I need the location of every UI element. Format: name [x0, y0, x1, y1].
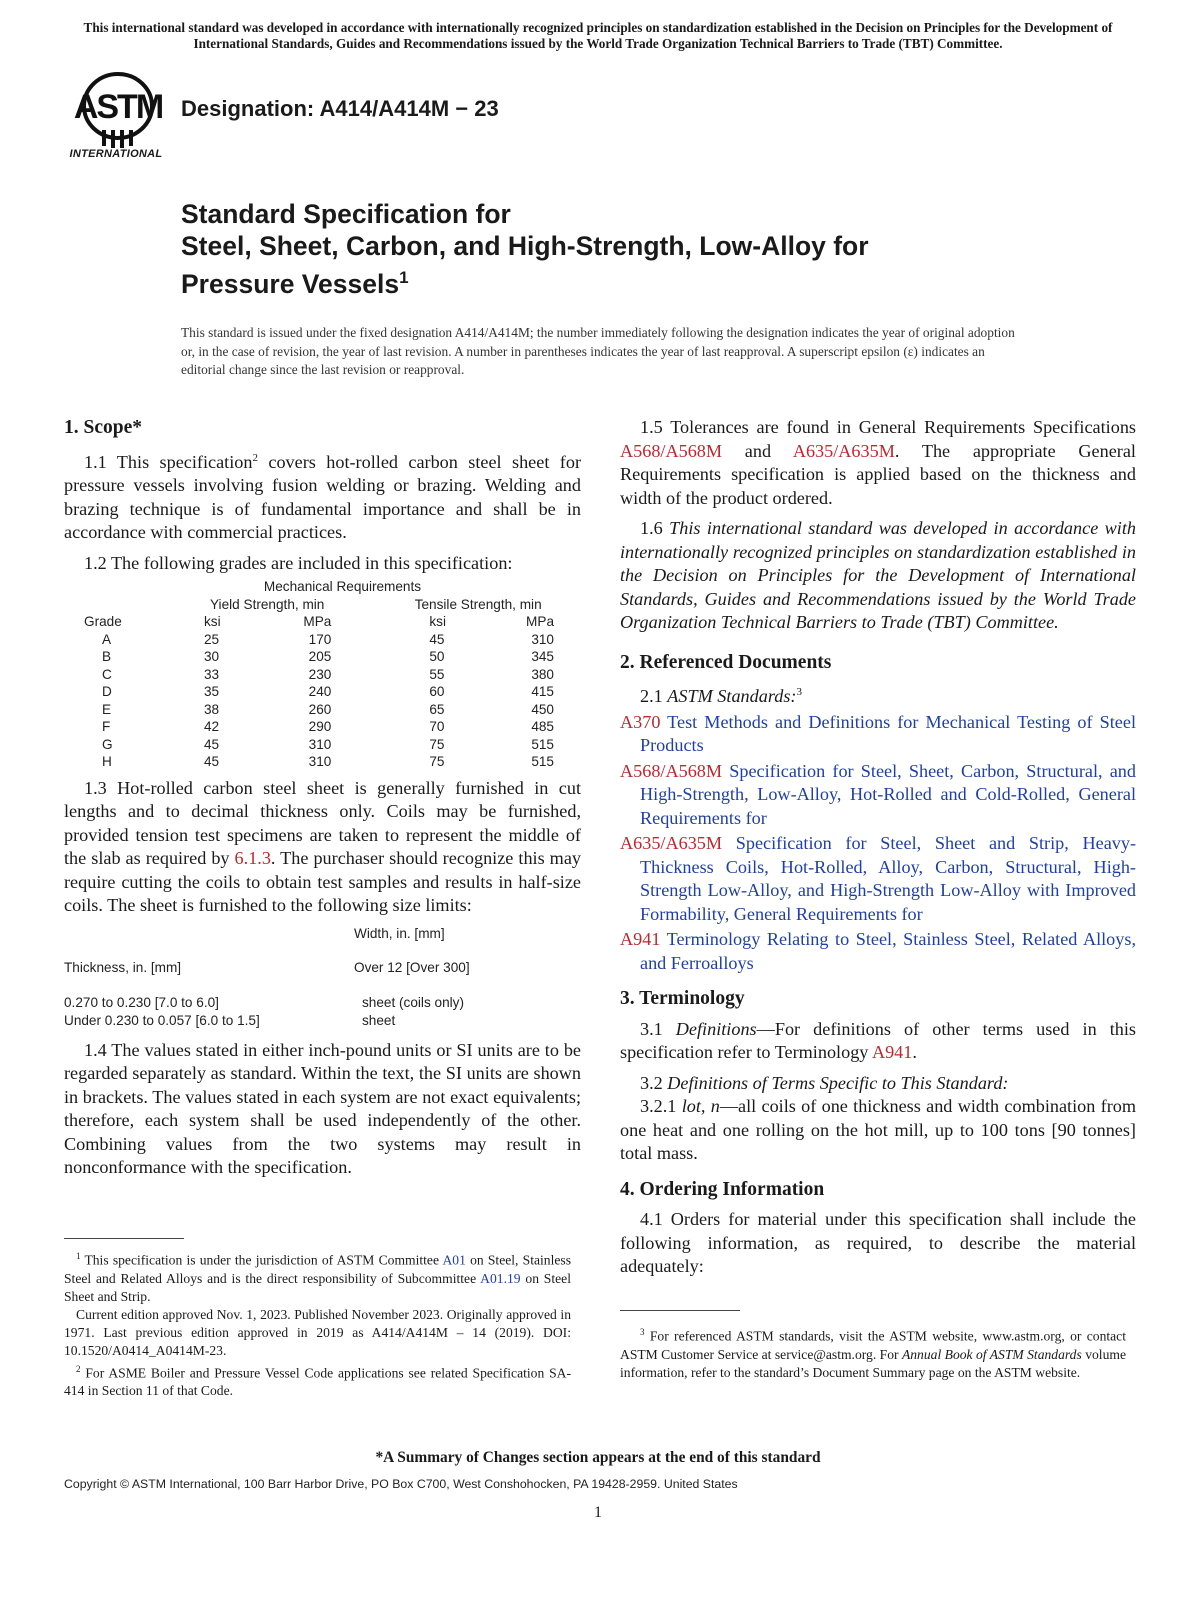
reference-title-link[interactable]: Specification for Steel, Sheet, Carbon, Structural, and High-Strength, Low-Alloy, Hot-Rolled and Cold-Rolled, General Requirements for: [640, 760, 1136, 828]
yield-ksi-cell: 35: [204, 684, 220, 700]
referenced-documents-list: [620, 711, 1136, 976]
yield-mpa-cell: 230: [308, 666, 332, 682]
grade-column-header: Grade: [84, 614, 122, 630]
reference-item: [620, 760, 1136, 831]
yield-ksi-cell: 42: [204, 719, 220, 735]
table-row: [64, 631, 581, 649]
yield-mpa-cell: 170: [308, 631, 332, 647]
reference-item: [620, 711, 1136, 758]
footnote-2: $^2$ For ASME Boiler and Pressure Vessel Code applications see related Specification SA-414 in Section 11 of that Code.: [64, 1363, 571, 1399]
size-limits-table: [64, 925, 581, 1039]
left-footnotes: [64, 1238, 571, 1400]
size-row-2-thickness: Under 0.230 to 0.057 [6.0 to 1.5]: [64, 1012, 260, 1028]
left-column: [64, 416, 581, 1187]
a635-link[interactable]: A635/A635M: [792, 440, 895, 461]
table-row: [64, 683, 581, 701]
yield-ksi-cell: 25: [204, 631, 220, 647]
a941-link[interactable]: A941: [871, 1042, 913, 1063]
reference-code-link[interactable]: A635/A635M: [620, 833, 723, 854]
copyright-line: Copyright © ASTM International, 100 Barr Harbor Drive, PO Box C700, West Conshohocken, PA 19428-2959. United States: [64, 1477, 738, 1491]
grade-cell: A: [102, 631, 112, 647]
tensile-ksi-cell: 70: [429, 719, 445, 735]
yield-ksi-cell: 45: [204, 736, 220, 752]
section-2-heading: 2. Referenced Documents: [620, 651, 832, 673]
yield-ksi-cell: 30: [204, 649, 220, 665]
yield-mpa-cell: 310: [308, 754, 332, 770]
tensile-ksi-cell: 75: [429, 736, 445, 752]
grade-cell: G: [102, 736, 113, 752]
reference-code-link[interactable]: A941: [620, 929, 661, 950]
committee-a01-link[interactable]: A01: [442, 1252, 466, 1268]
yield-mpa-cell: 205: [308, 649, 332, 665]
grade-cell: H: [102, 754, 112, 770]
width-header: Width, in. [mm]: [354, 925, 445, 941]
right-column: [620, 416, 1136, 1286]
footnote-divider-right: [620, 1310, 740, 1311]
thickness-header: Thickness, in. [mm]: [64, 959, 182, 975]
yield-mpa-cell: 290: [308, 719, 332, 735]
table-row: [64, 736, 581, 754]
table-row: [64, 718, 581, 736]
table-caption: Mechanical Requirements: [263, 579, 422, 595]
paragraph-3-1: 3.1 Definitions—For definitions of other terms used in this specification refer to Terminology A941.: [620, 1018, 1137, 1063]
logo-subtext: INTERNATIONAL: [69, 148, 163, 160]
yield-mpa-cell: 260: [308, 701, 332, 717]
grade-cell: C: [102, 666, 112, 682]
tensile-group-header: Tensile Strength, min: [414, 596, 542, 612]
svg-text:ASTM: ASTM: [73, 88, 163, 126]
paragraph-1-2: 1.2 The following grades are included in this specification:: [84, 552, 513, 573]
paragraph-1-1: 1.1 This specification$^2$ covers hot-rolled carbon steel sheet for pressure vessels involving fusion welding or brazing. Welding and brazing technique is of fundamental importance and shall be in accordance with commercial practices.: [64, 451, 581, 543]
footnote-ref-2[interactable]: 2: [252, 451, 258, 464]
yield-ksi-cell: 38: [204, 701, 220, 717]
document-title: [181, 198, 869, 300]
footnote-1: $^1$ This specification is under the jurisdiction of ASTM Committee A01 on Steel, Stainless Steel and Related Alloys and is the direct responsibility of Subcommittee A01.19 on Steel Sheet and Strip.: [64, 1251, 571, 1304]
tensile-mpa-cell: 485: [531, 719, 554, 735]
grade-cell: B: [102, 649, 112, 665]
tensile-mpa-cell: 415: [531, 684, 554, 700]
yield-mpa-cell: 240: [308, 684, 332, 700]
right-footnotes: [620, 1310, 1126, 1382]
tensile-ksi-cell: 55: [429, 666, 445, 682]
tensile-mpa-cell: 515: [531, 736, 554, 752]
tensile-mpa-header: MPa: [526, 614, 554, 630]
width-subheader: Over 12 [Over 300]: [354, 959, 470, 975]
reference-code-link[interactable]: A568/A568M: [620, 760, 723, 781]
grade-cell: F: [102, 719, 111, 735]
section-4-heading: 4. Ordering Information: [620, 1178, 825, 1200]
grades-table: [64, 578, 581, 771]
paragraph-3-2: 3.2 Definitions of Terms Specific to This Standard:: [640, 1072, 1009, 1093]
table-row: [64, 666, 581, 684]
grade-cell: E: [102, 701, 112, 717]
footnote-ref-3[interactable]: 3: [796, 686, 802, 698]
tensile-mpa-cell: 515: [531, 754, 554, 770]
paragraph-1-3: 1.3 Hot-rolled carbon steel sheet is generally furnished in cut lengths and to decimal thickness only. Coils may be furnished, provided tension test specimens are taken to represent the middle of the slab as required by 6.1.3. The purchaser should recognize this may require cutting the coils to obtain test samples and results in half-size coils. The sheet is furnished to the following size limits:: [64, 777, 581, 916]
summary-of-changes-note: *A Summary of Changes section appears at the end of this standard: [375, 1449, 821, 1466]
reference-code-link[interactable]: A370: [620, 711, 661, 732]
yield-mpa-cell: 310: [308, 736, 332, 752]
yield-mpa-header: MPa: [303, 614, 332, 630]
size-row-1-thickness: 0.270 to 0.230 [7.0 to 6.0]: [64, 994, 219, 1010]
footnote-divider: [64, 1238, 184, 1239]
reference-title-link[interactable]: Test Methods and Definitions for Mechanical Testing of Steel Products: [640, 711, 1136, 756]
table-row: [64, 701, 581, 719]
reference-title-link[interactable]: Specification for Steel, Sheet and Strip, Heavy-Thickness Coils, Hot-Rolled, Alloy, Carbon, Structural, High-Strength Low-Alloy, and High-Strength Low-Alloy with Improved Formability, General Requirements for: [640, 833, 1137, 924]
title-line-3: Pressure Vessels$^1$: [181, 268, 409, 299]
title-line-1: Standard Specification for: [181, 199, 511, 229]
astm-logo: [66, 70, 166, 166]
footnote-3: $^3$ For referenced ASTM standards, visit the ASTM website, www.astm.org, or contact ASTM Customer Service at service@astm.org. For Annual Book of ASTM Standards volume information, refer to the standard’s Document Summary page on the ASTM website.: [620, 1327, 1126, 1380]
table-row: [64, 648, 581, 666]
tensile-ksi-cell: 45: [429, 631, 445, 647]
size-row-2-value: sheet: [362, 1012, 396, 1028]
paragraph-1-4: 1.4 The values stated in either inch-pound units or SI units are to be regarded separately as standard. Within the text, the SI units are shown in brackets. The values stated in each system are not exact equivalents; therefore, each system shall be used independently of the other. Combining values from the two systems may result in nonconformance with the specification.: [64, 1039, 581, 1178]
tensile-ksi-cell: 50: [429, 649, 445, 665]
paragraph-1-6: 1.6 This international standard was developed in accordance with internationally recognized principles on standardization established in the Decision on Principles for the Development of International Standards, Guides and Recommendations issued by the World Trade Organization Technical Barriers to Trade (TBT) Committee.: [620, 518, 1137, 632]
a568-link[interactable]: A568/A568M: [620, 440, 723, 461]
paragraph-1-5: 1.5 Tolerances are found in General Requirements Specifications A568/A568M and A635/A635M. The appropriate General Requirements specification is applied based on the thickness and width of the product ordered.: [620, 417, 1136, 508]
subcommittee-a01-19-link[interactable]: A01.19: [480, 1270, 521, 1286]
table-row: [64, 753, 581, 771]
yield-ksi-cell: 45: [204, 754, 220, 770]
wto-notice-banner: This international standard was developed in accordance with internationally recognized principles on standardization established in the Decision on Principles for the Development of International Standards, Guides and Recommendations issued by the World Trade Organization Technical Barriers to Trade (TBT) Committee.: [83, 20, 1113, 51]
section-1-heading: 1. Scope*: [64, 417, 142, 438]
tensile-ksi-cell: 60: [429, 684, 445, 700]
tensile-mpa-cell: 450: [531, 701, 554, 717]
grade-cell: D: [102, 684, 112, 700]
paragraph-2-1: 2.1 ASTM Standards:$^3$: [640, 686, 802, 707]
reference-item: [620, 832, 1136, 926]
tensile-mpa-cell: 310: [531, 631, 554, 647]
yield-ksi-cell: 33: [204, 666, 220, 682]
title-footnote-mark[interactable]: 1: [399, 268, 409, 287]
tensile-mpa-cell: 345: [531, 649, 554, 665]
reference-title-link[interactable]: Terminology Relating to Steel, Stainless Steel, Related Alloys, and Ferroalloys: [640, 929, 1136, 973]
reference-item: [620, 928, 1136, 975]
issuance-note: This standard is issued under the fixed designation A414/A414M; the number immediately following the designation indicates the year of original adoption or, in the case of revision, the year of last revision. A number in parentheses indicates the year of last reapproval. A superscript epsilon (ε) indicates an editorial change since the last revision or reapproval.: [181, 325, 1015, 377]
footnote-edition: Current edition approved Nov. 1, 2023. Published November 2023. Originally approved in 1971. Last previous edition approved in 2019 as A414/A414M – 14 (2019). DOI: 10.1520/A0414_A0414M-23.: [64, 1306, 571, 1358]
paragraph-4-1: 4.1 Orders for material under this specification shall include the following information, as required, to describe the material adequately:: [620, 1209, 1136, 1277]
page-number: 1: [594, 1504, 602, 1521]
paragraph-3-2-1: 3.2.1 lot, n—all coils of one thickness and width combination from one heat and one rolling on the hot mill, up to 100 tons [90 tonnes] total mass.: [620, 1096, 1137, 1164]
tensile-mpa-cell: 380: [531, 666, 554, 682]
tensile-ksi-cell: 65: [429, 701, 445, 717]
size-row-1-value: sheet (coils only): [362, 994, 464, 1010]
yield-group-header: Yield Strength, min: [210, 596, 325, 612]
title-line-2: Steel, Sheet, Carbon, and High-Strength, Low-Alloy for: [181, 231, 869, 261]
tensile-ksi-header: ksi: [429, 614, 446, 630]
tensile-ksi-cell: 75: [429, 754, 445, 770]
section-6-1-3-link[interactable]: 6.1.3: [234, 848, 271, 869]
yield-ksi-header: ksi: [204, 614, 221, 630]
section-3-heading: 3. Terminology: [620, 988, 745, 1010]
designation: Designation: A414/A414M − 23: [181, 96, 499, 121]
